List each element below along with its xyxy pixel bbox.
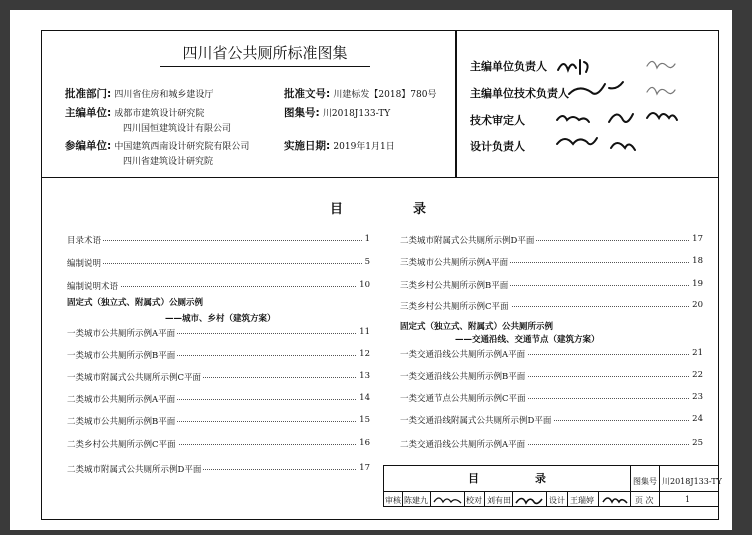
tb-title-left: 目 — [468, 472, 479, 485]
tb-page-label: 页 次 — [635, 496, 654, 505]
toc-title-left: 目 — [330, 202, 346, 217]
toc-entry[interactable]: 二类城市公共厕所示例A平面 14 — [67, 393, 370, 405]
tb-atlas-label: 图集号 — [633, 477, 657, 486]
toc-entry[interactable]: 编制说明术语 10 — [67, 280, 370, 292]
tb-title-right: 录 — [535, 472, 546, 485]
chief-tech-head-label: 主编单位技术负责人 — [470, 87, 569, 100]
toc-entry[interactable]: 二类城市附属式公共厕所示例D平面 17 — [67, 463, 370, 475]
participating-unit-2 — [123, 154, 213, 167]
tb-vline — [630, 465, 631, 507]
section2-title: 固定式（独立式、附属式）公共厕所示例 — [400, 322, 554, 332]
designer-signature — [601, 494, 629, 506]
chief-unit-label: 主编单位: — [65, 107, 112, 119]
atlas-number-value: 川2018J133-TY — [322, 109, 391, 119]
approval-doc-label: 批准文号: — [284, 88, 331, 100]
title-underline — [160, 66, 370, 67]
chief-unit-2 — [123, 121, 231, 134]
tb-vline — [598, 491, 599, 507]
tb-vline — [659, 465, 660, 507]
effective-date-label: 实施日期: — [284, 140, 331, 152]
checker-signature — [514, 494, 544, 506]
toc-entry[interactable]: 三类乡村公共厕所示例B平面 19 — [400, 279, 703, 291]
participating-value-1: 中国建筑西南设计研究院有限公司 — [114, 142, 250, 152]
toc-entry[interactable]: 二类乡村公共厕所示例C平面 16 — [67, 438, 370, 450]
toc-entry[interactable]: 一类城市公共厕所示例B平面 12 — [67, 349, 370, 361]
tb-page-value: 1 — [685, 495, 691, 504]
approval-dept-label: 批准部门: — [65, 88, 112, 100]
handwritten-signatures — [555, 52, 695, 162]
tb-vline — [484, 491, 485, 507]
tb-review-label: 审核 — [385, 496, 401, 505]
design-head-label: 设计负责人 — [470, 140, 525, 153]
effective-date — [284, 138, 395, 153]
tb-design-label: 设计 — [549, 496, 565, 505]
section1-title: 固定式（独立式、附属式）公厕示例 — [67, 298, 204, 308]
tb-vline — [567, 491, 568, 507]
atlas-number — [284, 105, 390, 120]
tb-vline — [402, 491, 403, 507]
chief-unit-value-1: 成都市建筑设计研究院 — [114, 109, 205, 119]
chief-unit-value-2: 四川国恒建筑设计有限公司 — [123, 124, 232, 134]
approval-dept — [65, 86, 213, 101]
toc-entry[interactable]: 二类城市公共厕所示例B平面 15 — [67, 415, 370, 427]
toc-entry[interactable]: 一类城市公共厕所示例A平面 11 — [67, 327, 370, 339]
chief-unit — [65, 105, 204, 120]
tb-designer: 王瑞婷 — [570, 496, 594, 505]
tb-vline — [464, 491, 465, 507]
toc-entry[interactable]: 三类乡村公共厕所示例C平面 20 — [400, 300, 703, 312]
toc-entry[interactable]: 编制说明 5 — [67, 257, 370, 269]
toc-title-right: 录 — [413, 202, 429, 217]
tb-check-label: 校对 — [466, 496, 482, 505]
participating-unit — [65, 138, 249, 153]
toc-entry[interactable]: 目录术语 1 — [67, 234, 370, 246]
approval-doc-value: 川建标发【2018】780号 — [333, 90, 437, 100]
atlas-title: 四川省公共厕所标准图集 — [182, 44, 348, 62]
section1-subtitle: ——城市、乡村（建筑方案） — [165, 314, 276, 324]
tb-reviewer: 陈建九 — [404, 496, 428, 505]
toc-entry[interactable]: 一类交通节点公共厕所示例C平面 23 — [400, 392, 703, 404]
section2-subtitle: ——交通沿线、交通节点（建筑方案） — [455, 335, 600, 345]
participating-value-2: 四川省建筑设计研究院 — [123, 157, 214, 167]
toc-entry[interactable]: 三类城市公共厕所示例A平面 18 — [400, 256, 703, 268]
approval-doc — [284, 86, 436, 101]
reviewer-signature — [432, 494, 464, 506]
effective-date-value: 2019年1月1日 — [333, 142, 395, 152]
tech-reviewer-label: 技术审定人 — [470, 114, 525, 127]
tb-vline — [546, 491, 547, 507]
header-divider — [455, 30, 457, 178]
toc-entry[interactable]: 一类城市附属式公共厕所示例C平面 13 — [67, 371, 370, 383]
approval-dept-value: 四川省住房和城乡建设厅 — [114, 90, 214, 100]
tb-atlas-value: 川2018J133-TY — [662, 477, 722, 486]
tb-vline — [512, 491, 513, 507]
toc-entry[interactable]: 一类交通沿线公共厕所示例A平面 21 — [400, 348, 703, 360]
atlas-number-label: 图集号: — [284, 107, 320, 119]
tb-hline — [383, 491, 719, 492]
toc-entry[interactable]: 二类交通沿线公共厕所示例A平面 25 — [400, 438, 703, 450]
chief-unit-head-label: 主编单位负责人 — [470, 60, 547, 73]
tb-checker: 刘有田 — [487, 496, 511, 505]
toc-entry[interactable]: 一类交通沿线公共厕所示例B平面 22 — [400, 370, 703, 382]
participating-label: 参编单位: — [65, 140, 112, 152]
tb-vline — [430, 491, 431, 507]
toc-entry[interactable]: 一类交通沿线附属式公共厕所示例D平面 24 — [400, 414, 703, 426]
toc-entry[interactable]: 二类城市附属式公共厕所示例D平面 17 — [400, 234, 703, 246]
